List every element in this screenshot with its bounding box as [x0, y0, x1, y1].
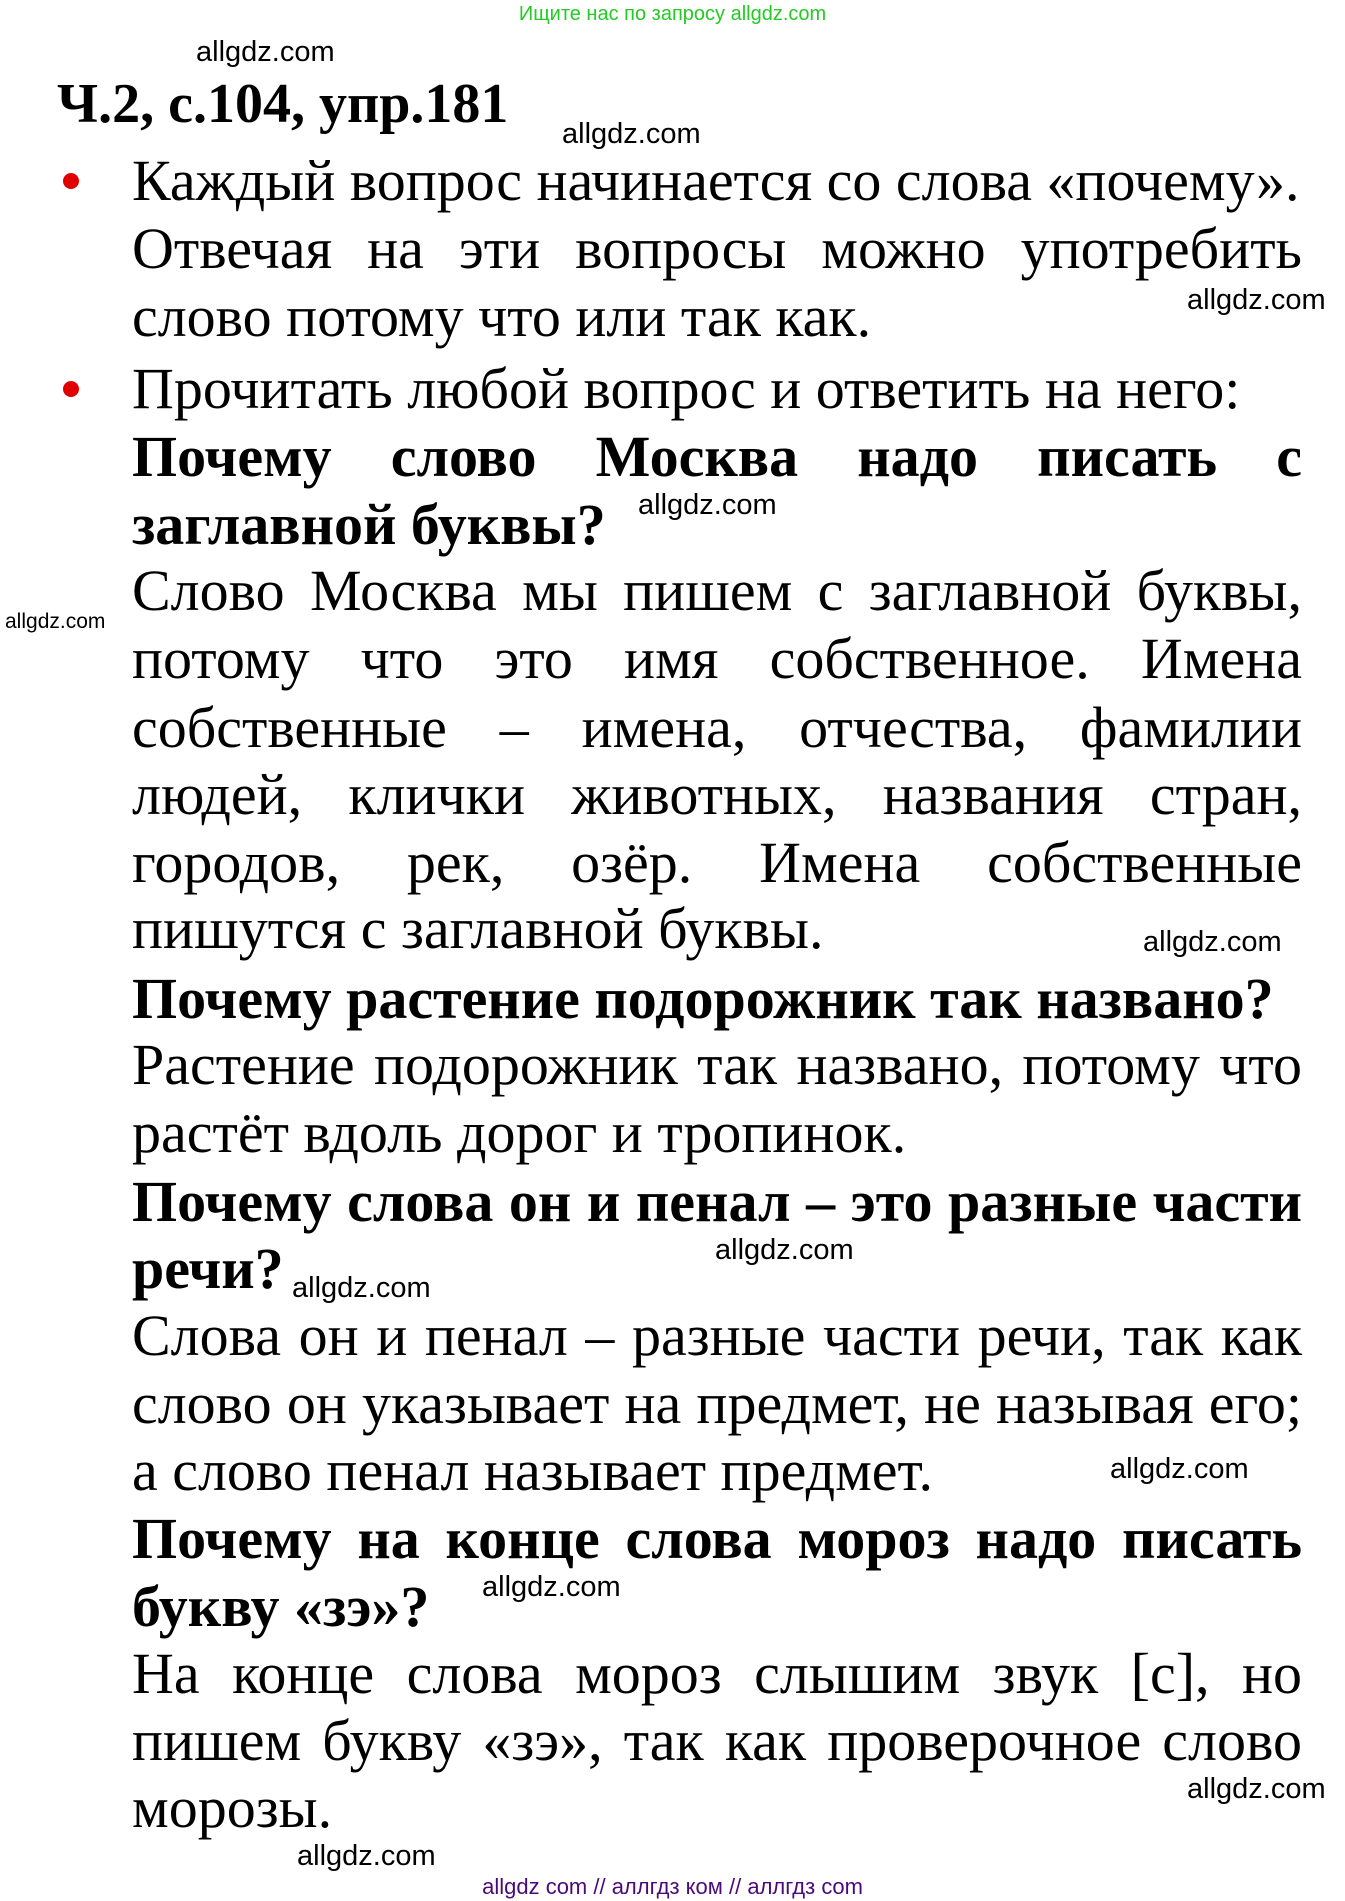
watermark-text: allgdz.com [1187, 284, 1326, 316]
text-line: собственные – имена, отчества, фамилии [132, 695, 1302, 760]
watermark-text: allgdz.com [1143, 926, 1282, 958]
text-line: пишутся с заглавной буквы. [132, 896, 824, 961]
question-line: Почему растение подорожник так названо? [132, 966, 1274, 1031]
question-line: речи? [132, 1236, 284, 1301]
watermark-text: allgdz.com [482, 1571, 621, 1603]
text-line: слово он указывает на предмет, не называя его; [132, 1371, 1302, 1436]
watermark-text: allgdz.com [638, 489, 777, 521]
text-line: а слово пенал называет предмет. [132, 1438, 934, 1503]
watermark-text: allgdz.com [292, 1272, 431, 1304]
text-line: растёт вдоль дорог и тропинок. [132, 1100, 907, 1165]
text-line: потому что это имя собственное. Имена [132, 626, 1302, 691]
text-line: Каждый вопрос начинается со слова «почему». [132, 148, 1300, 213]
text-line: Отвечая на эти вопросы можно употребить [132, 216, 1302, 281]
bullet-icon [63, 381, 79, 397]
text-line: пишем букву «зэ», так как проверочное слово [132, 1708, 1302, 1773]
text-line: городов, рек, озёр. Имена собственные [132, 830, 1302, 895]
text-line: На конце слова мороз слышим звук [с], но [132, 1641, 1302, 1706]
text-line: Слова он и пенал – разные части речи, так как [132, 1303, 1302, 1368]
search-banner: Ищите нас по запросу allgdz.com [518, 3, 827, 25]
watermark-text: allgdz.com [715, 1234, 854, 1266]
text-line: Слово Москва мы пишем с заглавной буквы, [132, 558, 1302, 623]
bullet-icon [63, 173, 79, 189]
watermark-text: allgdz.com [196, 36, 335, 68]
watermark-text: allgdz.com [1187, 1773, 1326, 1805]
text-line: Растение подорожник так названо, потому что [132, 1032, 1302, 1097]
watermark-text: allgdz.com [297, 1840, 436, 1872]
watermark-text: allgdz.com [1110, 1453, 1249, 1485]
question-line: Почему слова он и пенал – это разные части [132, 1169, 1302, 1234]
watermark-text: allgdz.com [5, 610, 106, 633]
text-line: Прочитать любой вопрос и ответить на него: [132, 356, 1241, 421]
text-line: морозы. [132, 1775, 333, 1840]
footer-watermark: allgdz com // аллгдз ком // аллгдз com [482, 1874, 863, 1899]
question-line: Почему на конце слова мороз надо писать [132, 1506, 1302, 1571]
page-title: Ч.2, с.104, упр.181 [57, 73, 509, 135]
text-line: слово потому что или так как. [132, 284, 872, 349]
question-line: Почему слово Москва надо писать с [132, 424, 1302, 489]
watermark-text: allgdz.com [562, 118, 701, 150]
question-line: заглавной буквы? [132, 492, 606, 557]
question-line: букву «зэ»? [132, 1574, 430, 1639]
text-line: людей, клички животных, названия стран, [132, 762, 1302, 827]
